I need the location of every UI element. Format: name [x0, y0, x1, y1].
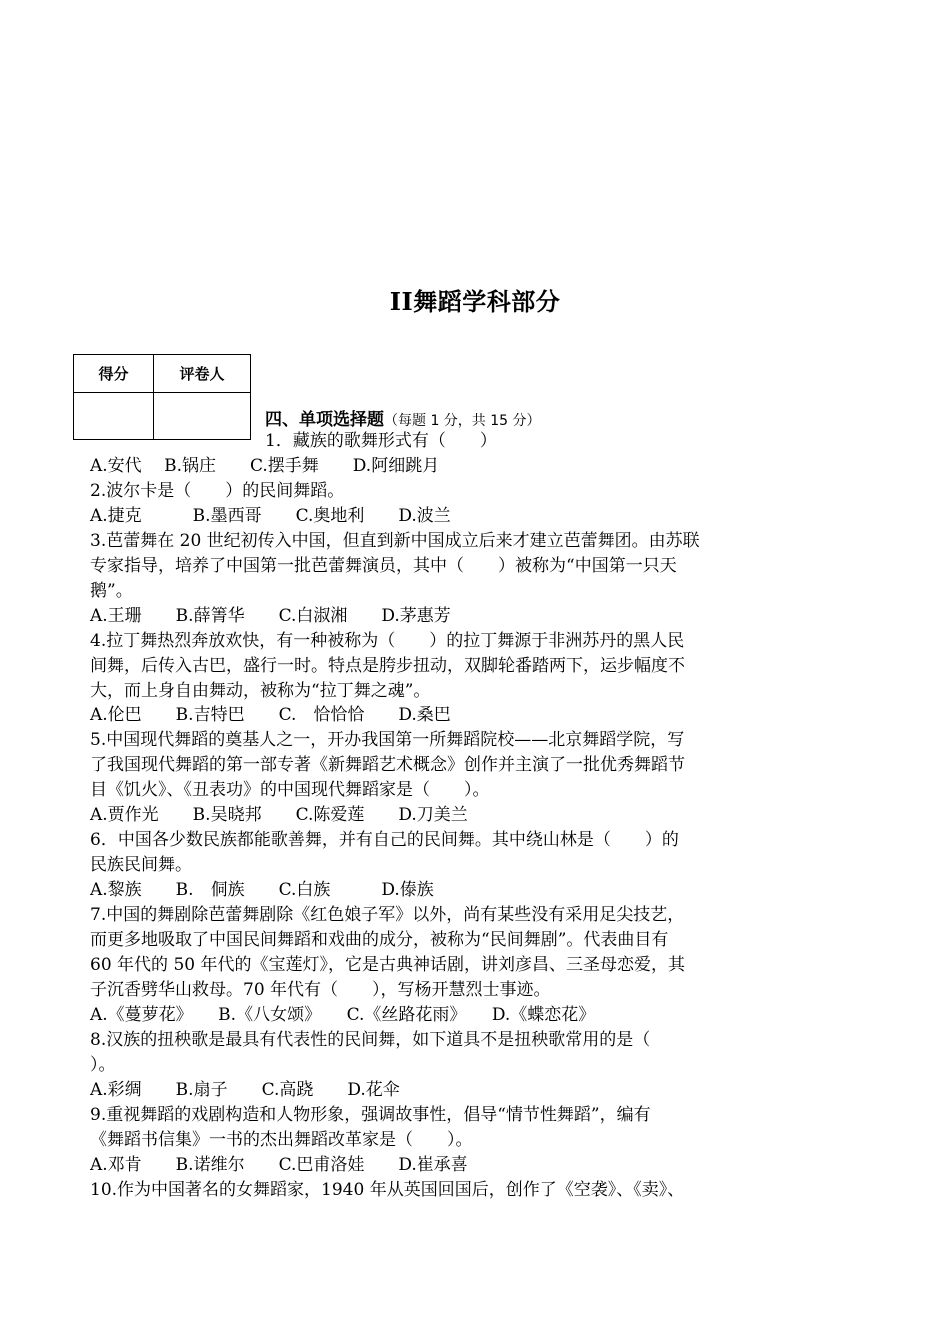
text-line: 2.波尔卡是（ ）的民间舞蹈。	[90, 480, 345, 501]
text-line: 8.汉族的扭秧歌是最具有代表性的民间舞，如下道具不是扭秧歌常用的是（	[90, 1029, 651, 1050]
grader-label: 评卷人	[154, 355, 251, 393]
text-line: 间舞，后传入古巴，盛行一时。特点是胯步扭动，双脚轮番踏两下，运步幅度不	[90, 655, 685, 676]
text-line: A.邓肯 B.诺维尔 C.巴甫洛娃 D.崔承喜	[90, 1154, 468, 1175]
text-line: 7.中国的舞剧除芭蕾舞剧除《红色娘子军》以外，尚有某些没有采用足尖技艺，	[90, 905, 685, 926]
text-line: 了我国现代舞蹈的第一部专著《新舞蹈艺术概念》创作并主演了一批优秀舞蹈节	[90, 755, 685, 776]
page-title: II舞蹈学科部分	[389, 287, 561, 316]
score-cell	[74, 393, 154, 440]
text-line: A.安代 B.锅庄 C.摆手舞 D.阿细跳月	[90, 455, 440, 476]
text-line: A.《蔓萝花》 B.《八女颂》 C.《丝路花雨》 D.《蝶恋花》	[90, 1004, 596, 1025]
text-line: 专家指导，培养了中国第一批芭蕾舞演员，其中（ ）被称为“中国第一只天	[90, 555, 677, 576]
text-line: 60 年代的 50 年代的《宝莲灯》，它是古典神话剧，讲刘彦昌、三圣母恋爱，其	[90, 954, 685, 975]
score-label: 得分	[74, 355, 154, 393]
text-line: A.捷克 B.墨西哥 C.奥地利 D.波兰	[90, 505, 451, 526]
section-heading	[265, 405, 541, 430]
text-line: 子沉香劈华山救母。70 年代有（ ），写杨开慧烈士事迹。	[90, 979, 551, 1000]
text-line: 大，而上身自由舞动，被称为“拉丁舞之魂”。	[90, 680, 431, 701]
text-line: 鹅”。	[90, 580, 133, 601]
text-line: 9.重视舞蹈的戏剧构造和人物形象，强调故事性，倡导“情节性舞蹈”，编有	[90, 1104, 651, 1125]
grader-cell	[154, 393, 251, 440]
text-line: A.黎族 B. 侗族 C.白族 D.傣族	[90, 880, 434, 901]
section-title: 四、单项选择题	[265, 410, 384, 430]
text-line: A.贾作光 B.吴晓邦 C.陈爱莲 D.刀美兰	[90, 805, 468, 826]
text-line: 《舞蹈书信集》一书的杰出舞蹈改革家是（ ）。	[90, 1129, 473, 1150]
text-line: 6．中国各少数民族都能歌善舞，并有自己的民间舞。其中绕山林是（ ）的	[90, 830, 679, 851]
section-note: （每题 1 分，共 15 分）	[384, 413, 541, 429]
text-line: A.王珊 B.薛箐华 C.白淑湘 D.茅惠芳	[90, 605, 451, 626]
text-line: 目《饥火》、《丑表功》的中国现代舞蹈家是（ ）。	[90, 780, 490, 801]
score-table	[73, 354, 251, 440]
text-line: A.彩绸 B.扇子 C.高跷 D.花伞	[90, 1079, 400, 1100]
text-line: 5.中国现代舞蹈的奠基人之一，开办我国第一所舞蹈院校——北京舞蹈学院，写	[90, 730, 685, 751]
text-line: 1．藏族的歌舞形式有（ ）	[265, 431, 497, 451]
text-line: 10.作为中国著名的女舞蹈家，1940 年从英国回国后，创作了《空袭》、《卖》、	[90, 1179, 685, 1200]
text-line: 3.芭蕾舞在 20 世纪初传入中国，但直到新中国成立后来才建立芭蕾舞团。由苏联	[90, 530, 700, 551]
text-line: 民族民间舞。	[90, 855, 192, 876]
text-line: 而更多地吸取了中国民间舞蹈和戏曲的成分，被称为“民间舞剧”。代表曲目有	[90, 930, 669, 950]
text-line: ）。	[90, 1054, 116, 1075]
text-line: A.伦巴 B.吉特巴 C. 恰恰恰 D.桑巴	[90, 705, 451, 726]
text-line: 4.拉丁舞热烈奔放欢快，有一种被称为（ ）的拉丁舞源于非洲苏丹的黑人民	[90, 630, 685, 651]
